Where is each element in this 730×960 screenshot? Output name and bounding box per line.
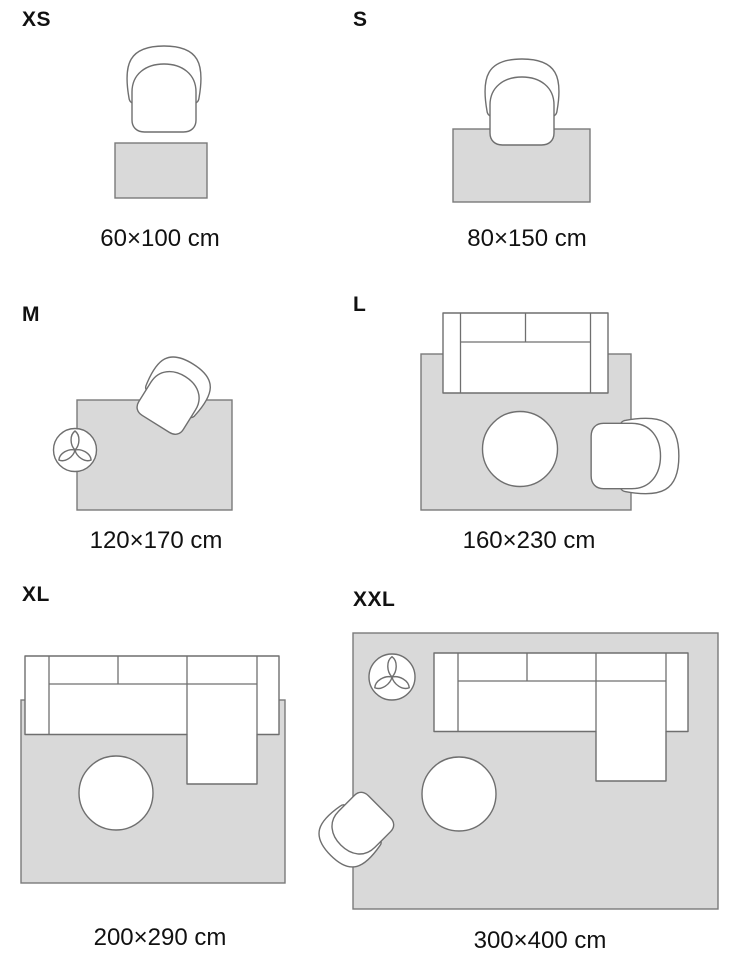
- scene-xl: [21, 656, 285, 883]
- scene-m: [54, 348, 233, 510]
- armchair-icon: [127, 46, 201, 132]
- size-label-xl: XL: [22, 583, 50, 606]
- plant-icon: [369, 654, 415, 700]
- round-table-icon: [483, 412, 558, 487]
- sofa-icon: [443, 313, 608, 393]
- size-label-s: S: [353, 8, 368, 31]
- size-label-l: L: [353, 293, 367, 316]
- plant-icon: [54, 429, 97, 472]
- size-caption-xl: 200×290 cm: [93, 924, 227, 951]
- scene-xxl: [310, 633, 718, 909]
- scene-l: [421, 313, 679, 510]
- round-table-icon: [422, 757, 496, 831]
- size-caption-m: 120×170 cm: [89, 527, 223, 554]
- armchair-icon: [485, 59, 559, 145]
- scene-xs: [115, 46, 207, 198]
- size-caption-l: 160×230 cm: [462, 527, 596, 554]
- scene-s: [453, 59, 590, 202]
- size-caption-s: 80×150 cm: [467, 225, 587, 252]
- round-table-icon: [79, 756, 153, 830]
- size-caption-xxl: 300×400 cm: [473, 927, 607, 954]
- size-caption-xs: 60×100 cm: [100, 225, 220, 252]
- size-label-xs: XS: [22, 8, 52, 31]
- size-label-xxl: XXL: [353, 588, 396, 611]
- size-label-m: M: [22, 303, 40, 326]
- rug-xs: [115, 143, 207, 198]
- armchair-icon: [591, 418, 679, 494]
